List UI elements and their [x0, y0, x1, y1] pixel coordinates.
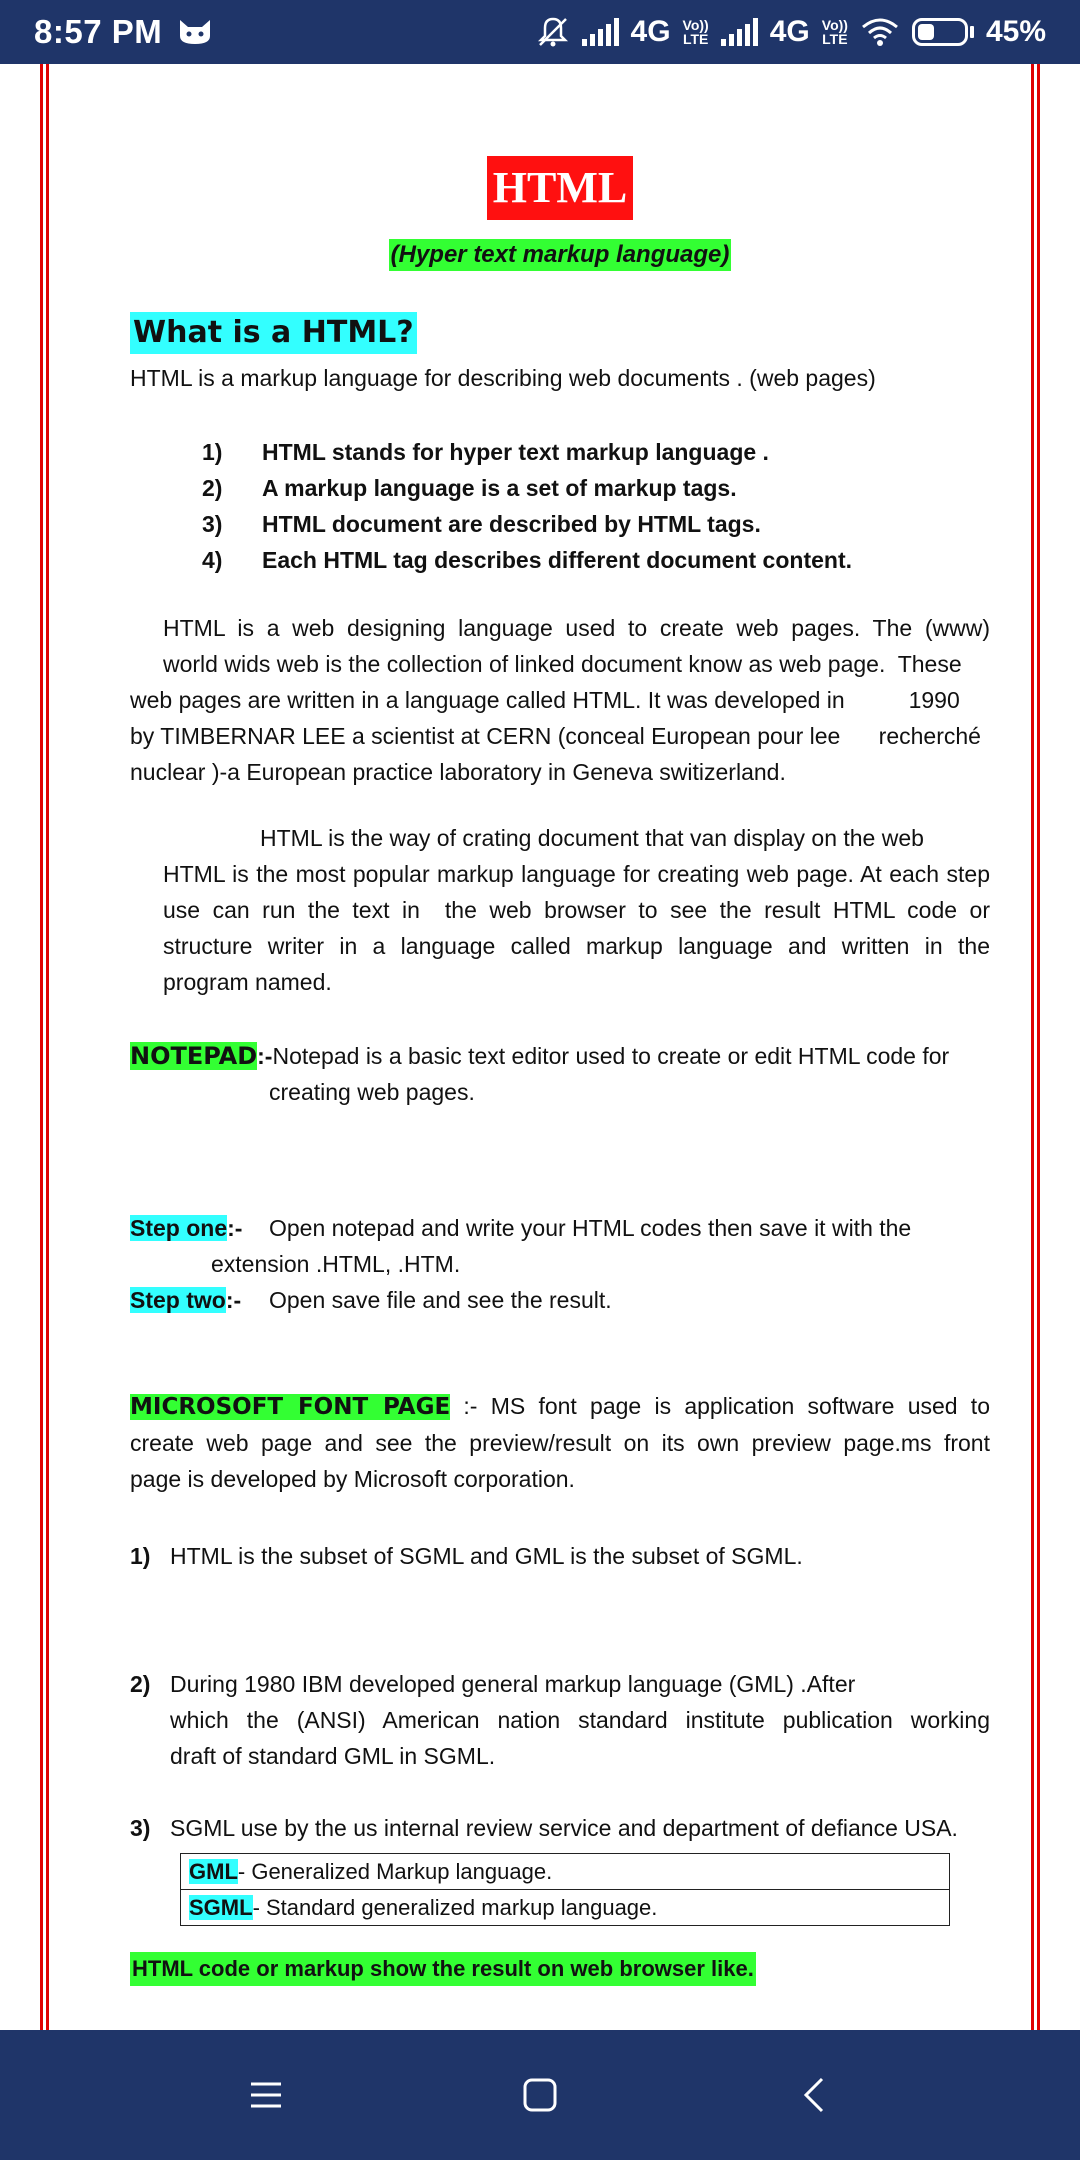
ms-font-page-label: MICROSOFT FONT PAGE [130, 1394, 451, 1420]
volte-1-label: Vo)) LTE [682, 17, 709, 47]
points-list [202, 434, 852, 578]
step-one: Step one:- Open notepad and write your HTML codes then save it with the [130, 1215, 912, 1241]
list-item: 1) HTML stands for hyper text markup language . [202, 439, 769, 465]
document-viewer[interactable] [0, 64, 1080, 2030]
numbered-item-2: 2) During 1980 IBM developed general markup language (GML) .After which the (ANSI) American nation standard institute publication working draft of standard GML in SGML. [130, 1671, 990, 1769]
signal-2-icon [721, 18, 758, 46]
page-border-left [40, 64, 49, 2030]
status-bar [0, 0, 1080, 64]
network-1-label: 4G [630, 15, 671, 48]
menu-icon [250, 2081, 282, 2109]
notification-cat-icon [176, 18, 214, 46]
browsers-heading: HTML code or markup show the result on web browser like. [130, 1952, 756, 1986]
paragraph-popular: HTML is the way of crating document that van display on the web HTML is the most popular markup language for creating web page. At each step use can run the text in the web browser to see the result HTML code or structure writer in a language called markup language and written in the program named. [163, 825, 990, 995]
list-item: 3) HTML document are described by HTML tags. [202, 511, 761, 537]
status-icons [536, 15, 1046, 49]
table-row: SGML- Standard generalized markup language. [181, 1890, 950, 1926]
list-item: 2) A markup language is a set of markup tags. [202, 475, 737, 501]
paragraph-history: HTML is a web designing language used to create web pages. The (www) world wids web is the collection of linked document know as web page. These web pages are written in a language called HTML. It was developed in 1990 by TIMBERNAR LEE a scientist at CERN (conceal European pour lee recherché nuclear )-a European practice laboratory in Geneva switizerland. [130, 615, 990, 785]
home-button[interactable] [518, 2073, 562, 2117]
notepad-label: NOTEPAD [130, 1042, 258, 1070]
page-border-right [1031, 64, 1040, 2030]
notepad-section: NOTEPAD:-Notepad is a basic text editor used to create or edit HTML code for creating web pages. [130, 1042, 950, 1105]
wifi-icon [860, 17, 900, 47]
network-2-label: 4G [769, 15, 810, 48]
signal-1-icon [582, 18, 619, 46]
back-icon [803, 2077, 825, 2113]
doc-title: HTML [487, 156, 633, 220]
home-icon [523, 2078, 557, 2112]
heading-what-is-html: What is a HTML? [130, 312, 417, 354]
list-item: 4) Each HTML tag describes different document content. [202, 547, 852, 573]
navigation-bar [0, 2030, 1080, 2160]
back-button[interactable] [792, 2073, 836, 2117]
glossary-table [180, 1853, 950, 1926]
table-row: GML- Generalized Markup language. [181, 1854, 950, 1890]
step-two: Step two:- Open save file and see the result. [130, 1287, 612, 1313]
numbered-item-1: 1) HTML is the subset of SGML and GML is the subset of SGML. [130, 1543, 803, 1569]
numbered-item-3: 3) SGML use by the us internal review service and department of defiance USA. [130, 1815, 958, 1841]
recent-apps-button[interactable] [244, 2073, 288, 2117]
doc-subtitle: (Hyper text markup language) [389, 239, 732, 271]
volte-2-label: Vo)) LTE [821, 17, 848, 47]
intro-paragraph: HTML is a markup language for describing web documents . (web pages) [130, 365, 876, 391]
battery-percent: 45% [985, 15, 1046, 48]
ms-font-page-section: MICROSOFT FONT PAGE :- MS font page is application software used to create web page and see the preview/result on its own preview page.ms front page is developed by Microsoft corporation. [130, 1393, 990, 1492]
status-time: 8:57 PM [34, 13, 163, 50]
steps-section: Step one:- Open notepad and write your HTML codes then save it with the extension .HTML, .HTM. Step two:- Open save file and see the result. [130, 1210, 990, 1318]
battery-icon [912, 18, 974, 46]
mute-icon [536, 16, 570, 48]
